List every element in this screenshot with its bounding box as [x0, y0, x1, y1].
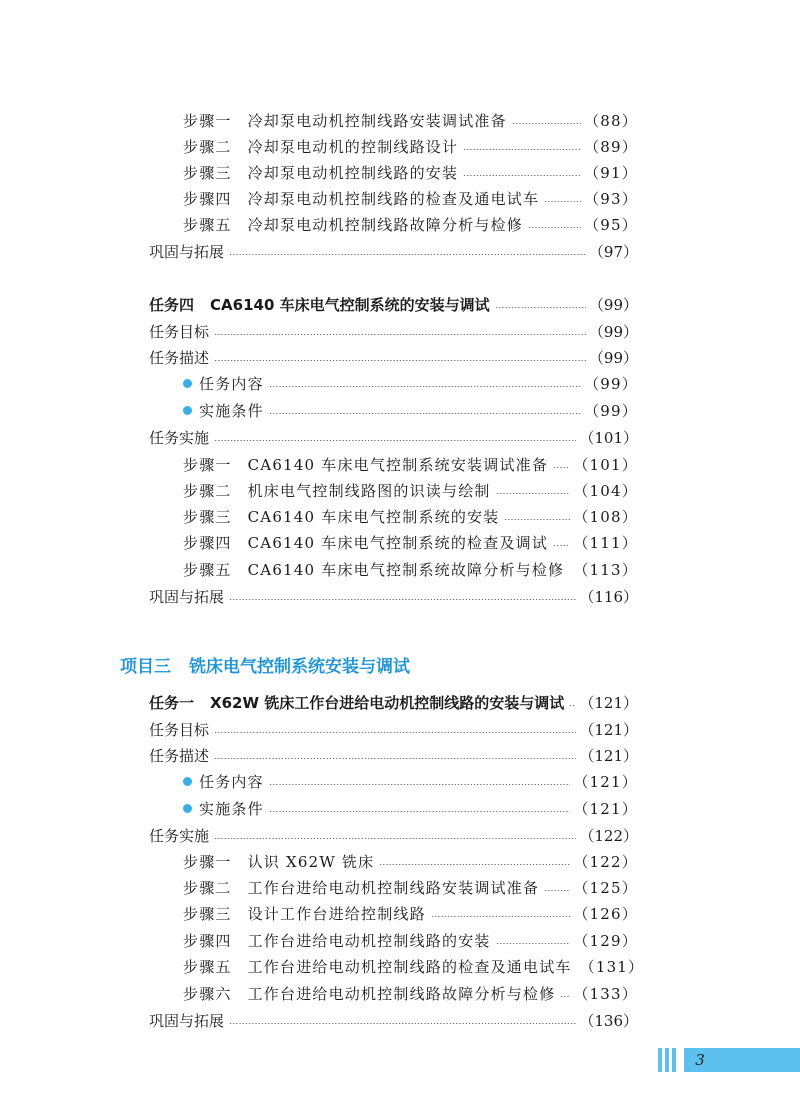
- toc-step[interactable]: 步骤四 冷却泵电动机控制线路的检查及通电试车 （93）: [183, 189, 638, 208]
- dot-leader: [269, 811, 571, 812]
- footer-stripe: [665, 1048, 669, 1072]
- dot-leader: [214, 334, 586, 335]
- dot-leader: [269, 413, 581, 414]
- toc-step[interactable]: 步骤二 机床电气控制线路图的识读与绘制 （104）: [183, 481, 638, 500]
- dot-leader: [214, 732, 576, 733]
- toc-task-impl[interactable]: 任务实施 （101）: [149, 428, 638, 447]
- dot-leader: [463, 149, 581, 150]
- footer-stripe: [672, 1048, 676, 1072]
- toc-task-impl[interactable]: 任务实施 （122）: [149, 826, 638, 845]
- dot-leader: [214, 758, 576, 759]
- toc-step[interactable]: 步骤三 冷却泵电动机控制线路的安装 （91）: [183, 163, 638, 182]
- toc-step[interactable]: 步骤五 工作台进给电动机控制线路的检查及通电试车 （131）: [183, 957, 645, 976]
- toc-task-heading[interactable]: 任务四 CA6140 车床电气控制系统的安装与调试 （99）: [149, 295, 638, 314]
- toc-step[interactable]: 步骤一 冷却泵电动机控制线路安装调试准备 （88）: [183, 111, 638, 130]
- dot-leader: [229, 254, 586, 255]
- dot-leader: [229, 1023, 576, 1024]
- bullet-icon: [183, 804, 192, 813]
- toc-step[interactable]: 步骤三 设计工作台进给控制线路 （126）: [183, 904, 638, 923]
- dot-leader: [569, 705, 576, 706]
- toc-task-goal[interactable]: 任务目标 （99）: [149, 322, 638, 341]
- toc-step[interactable]: 步骤四 工作台进给电动机控制线路的安装 （129）: [183, 931, 638, 950]
- toc-task-desc[interactable]: 任务描述 （121）: [149, 746, 638, 765]
- toc-step[interactable]: 步骤三 CA6140 车床电气控制系统的安装 （108）: [183, 507, 638, 526]
- dot-leader: [528, 227, 581, 228]
- toc-step[interactable]: 步骤二 工作台进给电动机控制线路安装调试准备 （125）: [183, 878, 638, 897]
- toc-consolidate[interactable]: 巩固与拓展 （136）: [149, 1011, 638, 1030]
- dot-leader: [379, 864, 570, 865]
- toc-step[interactable]: 步骤五 冷却泵电动机控制线路故障分析与检修 （95）: [183, 215, 638, 234]
- toc-step[interactable]: 步骤五 CA6140 车床电气控制系统故障分析与检修 （113）: [183, 560, 638, 579]
- toc-bullet-item[interactable]: 任务内容 （99）: [0, 370, 638, 396]
- dot-leader: [544, 201, 581, 202]
- dot-leader: [544, 890, 570, 891]
- toc-consolidate[interactable]: 巩固与拓展 （116）: [149, 587, 638, 606]
- toc-step[interactable]: 步骤四 CA6140 车床电气控制系统的检查及调试 （111）: [183, 533, 638, 552]
- dot-leader: [495, 307, 586, 308]
- dot-leader: [569, 572, 570, 573]
- toc-task-heading[interactable]: 任务一 X62W 铣床工作台进给电动机控制线路的安装与调试 （121）: [149, 693, 638, 712]
- dot-leader: [214, 440, 576, 441]
- dot-leader: [553, 467, 570, 468]
- toc-task-goal[interactable]: 任务目标 （121）: [149, 720, 638, 739]
- dot-leader: [504, 519, 570, 520]
- bullet-icon: [183, 406, 192, 415]
- dot-leader: [431, 916, 571, 917]
- bullet-icon: [183, 379, 192, 388]
- toc-step[interactable]: 步骤二 冷却泵电动机的控制线路设计 （89）: [183, 137, 638, 156]
- toc-step[interactable]: 步骤一 CA6140 车床电气控制系统安装调试准备 （101）: [183, 455, 638, 474]
- dot-leader: [463, 175, 581, 176]
- project-title[interactable]: 项目三 铣床电气控制系统安装与调试: [120, 656, 410, 677]
- dot-leader: [512, 123, 581, 124]
- dot-leader: [214, 838, 576, 839]
- toc-step[interactable]: 步骤六 工作台进给电动机控制线路故障分析与检修 （133）: [183, 984, 638, 1003]
- dot-leader: [269, 386, 581, 387]
- dot-leader: [496, 943, 571, 944]
- bullet-icon: [183, 777, 192, 786]
- dot-leader: [214, 360, 586, 361]
- toc-bullet-item[interactable]: 任务内容 （121）: [0, 768, 638, 794]
- toc-bullet-item[interactable]: 实施条件 （121）: [0, 795, 638, 821]
- page-number: 3: [695, 1051, 705, 1069]
- dot-leader: [269, 784, 571, 785]
- toc-bullet-item[interactable]: 实施条件 （99）: [0, 397, 638, 423]
- dot-leader: [560, 996, 570, 997]
- toc-step[interactable]: 步骤一 认识 X62W 铣床 （122）: [183, 852, 638, 871]
- dot-leader: [496, 493, 571, 494]
- toc-task-desc[interactable]: 任务描述 （99）: [149, 348, 638, 367]
- dot-leader: [553, 545, 570, 546]
- footer-stripe: [658, 1048, 662, 1072]
- toc-consolidate[interactable]: 巩固与拓展 （97）: [149, 242, 638, 261]
- dot-leader: [229, 599, 576, 600]
